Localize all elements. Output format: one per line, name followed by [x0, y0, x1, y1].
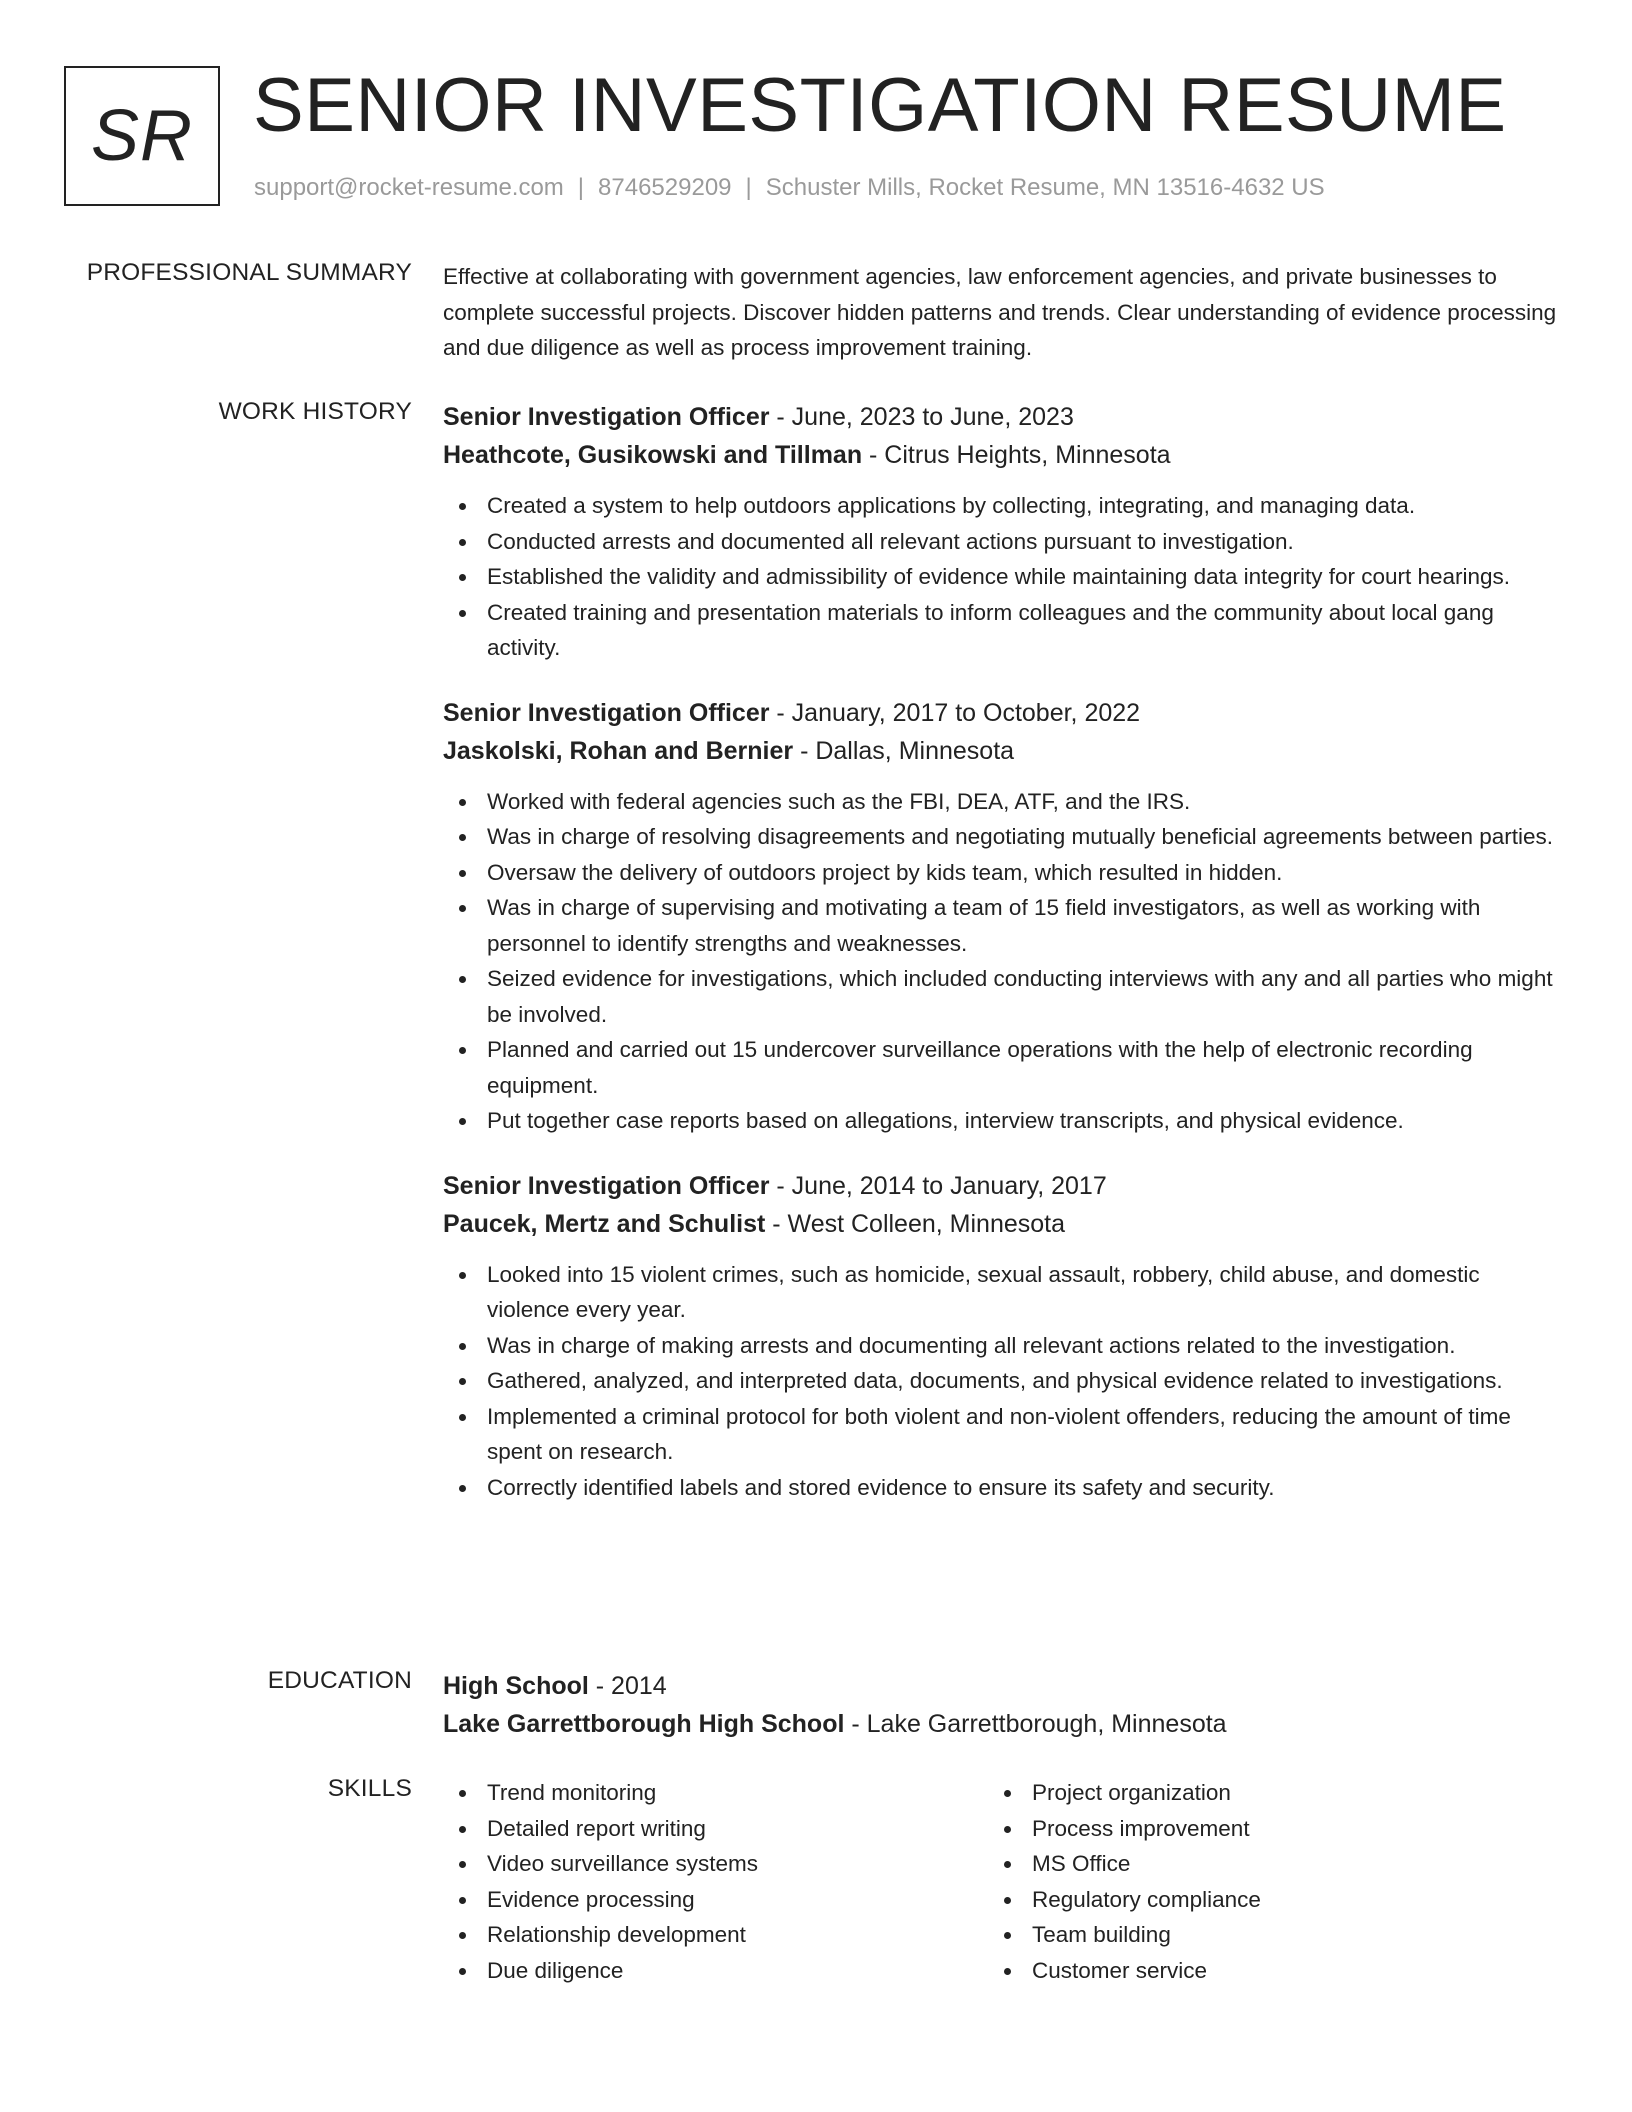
job-title-line	[443, 1167, 1563, 1205]
job-bullet: Conducted arrests and documented all relevant actions pursuant to investigation.	[443, 524, 1563, 560]
education-degree: High School	[443, 1672, 589, 1700]
education-location: - Lake Garrettborough, Minnesota	[844, 1710, 1227, 1738]
section-label-skills: SKILLS	[327, 1775, 412, 1802]
job-bullet: Planned and carried out 15 undercover surveillance operations with the help of electronic recording equipment.	[443, 1032, 1563, 1103]
summary-body	[443, 259, 1563, 366]
monogram-logo: SR	[64, 66, 220, 206]
job-bullet: Established the validity and admissibility of evidence while maintaining data integrity for court hearings.	[443, 559, 1563, 595]
job-bullets	[443, 784, 1563, 1139]
contact-separator: |	[745, 174, 752, 201]
contact-line	[254, 174, 1325, 202]
contact-phone: 8746529209	[598, 174, 732, 201]
skills-list-left	[443, 1775, 983, 1988]
job-entry	[443, 694, 1563, 1139]
job-bullet: Was in charge of resolving disagreements and negotiating mutually beneficial agreements between parties.	[443, 819, 1563, 855]
job-company: Heathcote, Gusikowski and Tillman	[443, 441, 863, 469]
job-title: Senior Investigation Officer	[443, 1171, 770, 1200]
job-bullet: Looked into 15 violent crimes, such as homicide, sexual assault, robbery, child abuse, and domestic violence every year.	[443, 1257, 1563, 1328]
job-bullet: Gathered, analyzed, and interpreted data, documents, and physical evidence related to investigations.	[443, 1363, 1563, 1399]
job-bullet: Oversaw the delivery of outdoors project by kids team, which resulted in hidden.	[443, 855, 1563, 891]
education-body	[443, 1667, 1563, 1743]
skill-item: Due diligence	[443, 1953, 983, 1989]
job-bullet: Implemented a criminal protocol for both violent and non-violent offenders, reducing the amount of time spent on research.	[443, 1399, 1563, 1470]
job-location: - Citrus Heights, Minnesota	[862, 441, 1171, 469]
education-year: - 2014	[588, 1672, 667, 1700]
skill-item: Detailed report writing	[443, 1811, 983, 1847]
contact-separator: |	[577, 174, 585, 201]
job-bullets	[443, 488, 1563, 666]
job-dates: - January, 2017 to October, 2022	[769, 698, 1141, 727]
job-company: Jaskolski, Rohan and Bernier	[443, 736, 794, 765]
skill-item: Relationship development	[443, 1917, 983, 1953]
skill-item: Team building	[988, 1917, 1528, 1953]
skills-column-right	[988, 1775, 1528, 1988]
job-title-line	[443, 398, 1563, 436]
skill-item: Video surveillance systems	[443, 1846, 983, 1882]
job-bullet: Created training and presentation materials to inform colleagues and the community about local gang activity.	[443, 595, 1563, 666]
job-bullet: Was in charge of making arrests and documenting all relevant actions related to the investigation.	[443, 1328, 1563, 1364]
job-location: - West Colleen, Minnesota	[765, 1209, 1065, 1238]
section-label-summary: PROFESSIONAL SUMMARY	[86, 259, 412, 286]
job-entry	[443, 1167, 1563, 1506]
skills-list-right	[988, 1775, 1528, 1988]
education-school: Lake Garrettborough High School	[443, 1710, 845, 1738]
skills-column-left	[443, 1775, 983, 1988]
summary-text: Effective at collaborating with government agencies, law enforcement agencies, and private businesses to complete successful projects. Discover hidden patterns and trends. Clear understanding of evidence processing and due diligence as well as process improvement training.	[443, 264, 1557, 360]
job-title: Senior Investigation Officer	[443, 698, 770, 727]
job-bullet: Was in charge of supervising and motivating a team of 15 field investigators, as well as working with personnel to identify strengths and weaknesses.	[443, 890, 1563, 961]
skill-item: Regulatory compliance	[988, 1882, 1528, 1918]
job-bullet: Created a system to help outdoors applications by collecting, integrating, and managing data.	[443, 488, 1563, 524]
job-bullet: Seized evidence for investigations, which included conducting interviews with any and all parties who might be involved.	[443, 961, 1563, 1032]
job-company: Paucek, Mertz and Schulist	[443, 1209, 766, 1238]
job-bullet: Worked with federal agencies such as the FBI, DEA, ATF, and the IRS.	[443, 784, 1563, 820]
section-label-education: EDUCATION	[267, 1667, 412, 1694]
job-dates: - June, 2023 to June, 2023	[769, 403, 1074, 431]
resume-header	[64, 63, 1564, 210]
resume-title: SENIOR INVESTIGATION RESUME	[253, 63, 1507, 148]
job-bullet: Correctly identified labels and stored evidence to ensure its safety and security.	[443, 1470, 1563, 1506]
job-location: - Dallas, Minnesota	[793, 736, 1015, 765]
section-label-work-history: WORK HISTORY	[218, 398, 412, 425]
education-degree-line	[443, 1667, 1563, 1705]
job-bullet: Put together case reports based on allegations, interview transcripts, and physical evidence.	[443, 1103, 1563, 1139]
skill-item: Process improvement	[988, 1811, 1528, 1847]
contact-address: Schuster Mills, Rocket Resume, MN 13516-4632 US	[765, 174, 1325, 201]
job-dates: - June, 2014 to January, 2017	[769, 1171, 1107, 1200]
skill-item: Project organization	[988, 1775, 1528, 1811]
work-history-body	[443, 398, 1563, 1505]
job-company-line	[443, 436, 1563, 474]
contact-email: support@rocket-resume.com	[254, 174, 564, 201]
skill-item: MS Office	[988, 1846, 1528, 1882]
job-bullets	[443, 1257, 1563, 1506]
job-entry	[443, 398, 1563, 666]
skill-item: Customer service	[988, 1953, 1528, 1989]
skill-item: Trend monitoring	[443, 1775, 983, 1811]
job-company-line	[443, 1205, 1563, 1243]
job-company-line	[443, 732, 1563, 770]
skill-item: Evidence processing	[443, 1882, 983, 1918]
job-title: Senior Investigation Officer	[443, 403, 770, 431]
job-title-line	[443, 694, 1563, 732]
education-school-line	[443, 1705, 1563, 1743]
